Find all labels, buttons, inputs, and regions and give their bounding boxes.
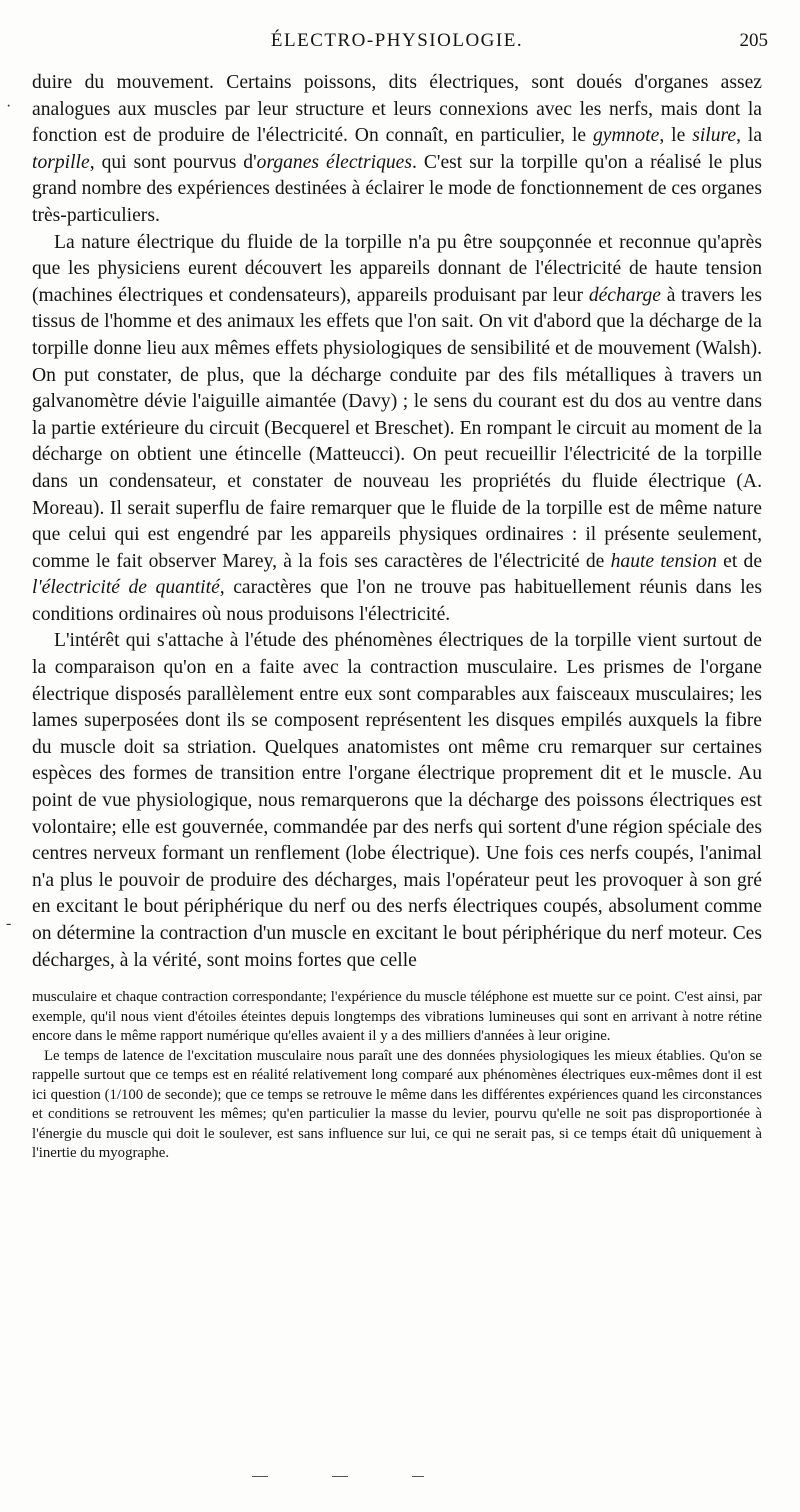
- scan-mark: [252, 1476, 268, 1477]
- scan-mark: [332, 1476, 348, 1477]
- text-run: , qui sont pourvus d': [89, 151, 257, 173]
- italic-term: l'électricité de quantité: [32, 577, 220, 599]
- running-title: ÉLECTRO-PHYSIOLOGIE.: [270, 30, 524, 51]
- italic-term: torpille: [32, 151, 90, 173]
- page-number: 205: [739, 30, 768, 51]
- margin-dash: -: [6, 915, 12, 932]
- footnote: Le temps de latence de l'excitation musculaire nous paraît une des données physiologiques les mieux établies. Qu'on se rappelle surtout que ce temps est en réalité relativement long comparé aux phénomènes électriques eux-mêmes dont il est ici question (1/100 de seconde); que ce temps se retrouve le même dans les différentes expériences quand les circonstances et conditions se retrouvent les mêmes; qu'en particulier la masse du levier, pourvu qu'elle ne soit pas disproportionée à l'énergie du muscle qui doit le soulever, est sans influence sur lui, ce qui ne serait pas, si ce temps était dû uniquement à l'inertie du myographe.: [32, 1047, 762, 1162]
- italic-term: gymnote: [592, 125, 660, 147]
- footnote: musculaire et chaque contraction correspondante; l'expérience du muscle téléphone est muette sur ce point. C'est ainsi, par exemple, qu'il nous vient d'étoiles éteintes depuis longtemps des vibrations lumineuses qui sont en arrivant à notre rétine encore dans le même rapport numérique qu'elles avaient il y a des milliers d'années à leur origine.: [32, 989, 762, 1045]
- text-run: , caractères que l'on ne trouve pas habituellement réunis dans les conditions ordinaires où nous produisons l'électricité.: [32, 577, 762, 625]
- footnotes: [32, 988, 762, 1164]
- paragraph: [32, 628, 762, 974]
- main-text: [32, 70, 762, 974]
- book-page: [32, 30, 768, 1164]
- text-run: L'intérêt qui s'attache à l'étude des phénomènes électriques de la torpille vient surtout de la comparaison qu'on en a faite avec la contraction musculaire. Les prismes de l'organe électrique disposés parallèlement entre eux sont comparables aux faisceaux musculaires; les lames superposées dont ils se composent représentent les disques empilés auxquels la fibre du muscle doit sa striation. Quelques anatomistes ont même cru remarquer sur certaines espèces des formes de transition entre l'organe électrique proprement dit et le muscle. Au point de vue physiologique, nous remarquerons que la décharge des poissons électriques est volontaire; elle est gouvernée, commandée par des nerfs qui sortent d'une région spéciale des centres nerveux formant un renflement (lobe électrique). Une fois ces nerfs coupés, l'animal n'a plus le pouvoir de produire des décharges, mais l'opérateur peut les provoquer à son gré en excitant le bout périphérique du nerf ou des nerfs électriques coupés, absolument comme on détermine la contraction d'un muscle en excitant le bout périphérique du nerf moteur. Ces décharges, à la vérité, sont moins fortes que celle: [32, 630, 762, 971]
- text-run: La nature électrique du fluide de la torpille n'a pu être soupçonnée et reconnue qu'après que les physiciens eurent découvert les appareils donnant de l'électricité de haute tension (machines électriques et condensateurs), appareils produisant par leur: [32, 231, 762, 306]
- running-head: [32, 30, 768, 70]
- margin-dot: ·: [6, 98, 12, 115]
- paragraph: [32, 230, 762, 629]
- text-run: duire du mouvement. Certains poissons, dits électriques, sont doués d'organes assez analogues aux muscles par leur structure et leurs connexions avec les nerfs, mais dont la fonction est de produire de l'électricité. On connaît, en particulier, le: [32, 72, 762, 147]
- text-run: , le: [659, 125, 693, 147]
- text-run: . C'est sur la torpille qu'on a réalisé le plus grand nombre des expériences destinées à éclairer le mode de fonctionnement de ces organes très-particuliers.: [32, 151, 762, 226]
- italic-term: silure: [692, 125, 737, 147]
- italic-term: décharge: [588, 284, 661, 306]
- text-run: à travers les tissus de l'homme et des animaux les effets que l'on sait. On vit d'abord que la décharge de la torpille donne lieu aux mêmes effets physiologiques de sensibilité et de mouvement (Walsh). On put constater, de plus, que la décharge conduite par des fils métalliques à travers un galvanomètre dévie l'aiguille aimantée (Davy) ; le sens du courant est du dos au ventre dans la partie extérieure du circuit (Becquerel et Breschet). En rompant le circuit au moment de la décharge on obtient une étincelle (Matteucci). On peut recueillir l'électricité de la torpille dans un condensateur, et constater de nouveau les propriétés du fluide électrique (A. Moreau). Il serait superflu de faire remarquer que le fluide de la torpille est de même nature que celui qui est engendré par les appareils physiques ordinaires : il présente seulement, comme le fait observer Marey, à la fois ses caractères de l'électricité de: [32, 284, 763, 572]
- italic-term: haute tension: [610, 550, 717, 572]
- italic-term: organes électriques: [256, 151, 412, 173]
- scan-mark: [412, 1476, 424, 1477]
- paragraph: [32, 70, 762, 230]
- text-run: et de: [716, 550, 763, 572]
- text-run: , la: [736, 125, 763, 147]
